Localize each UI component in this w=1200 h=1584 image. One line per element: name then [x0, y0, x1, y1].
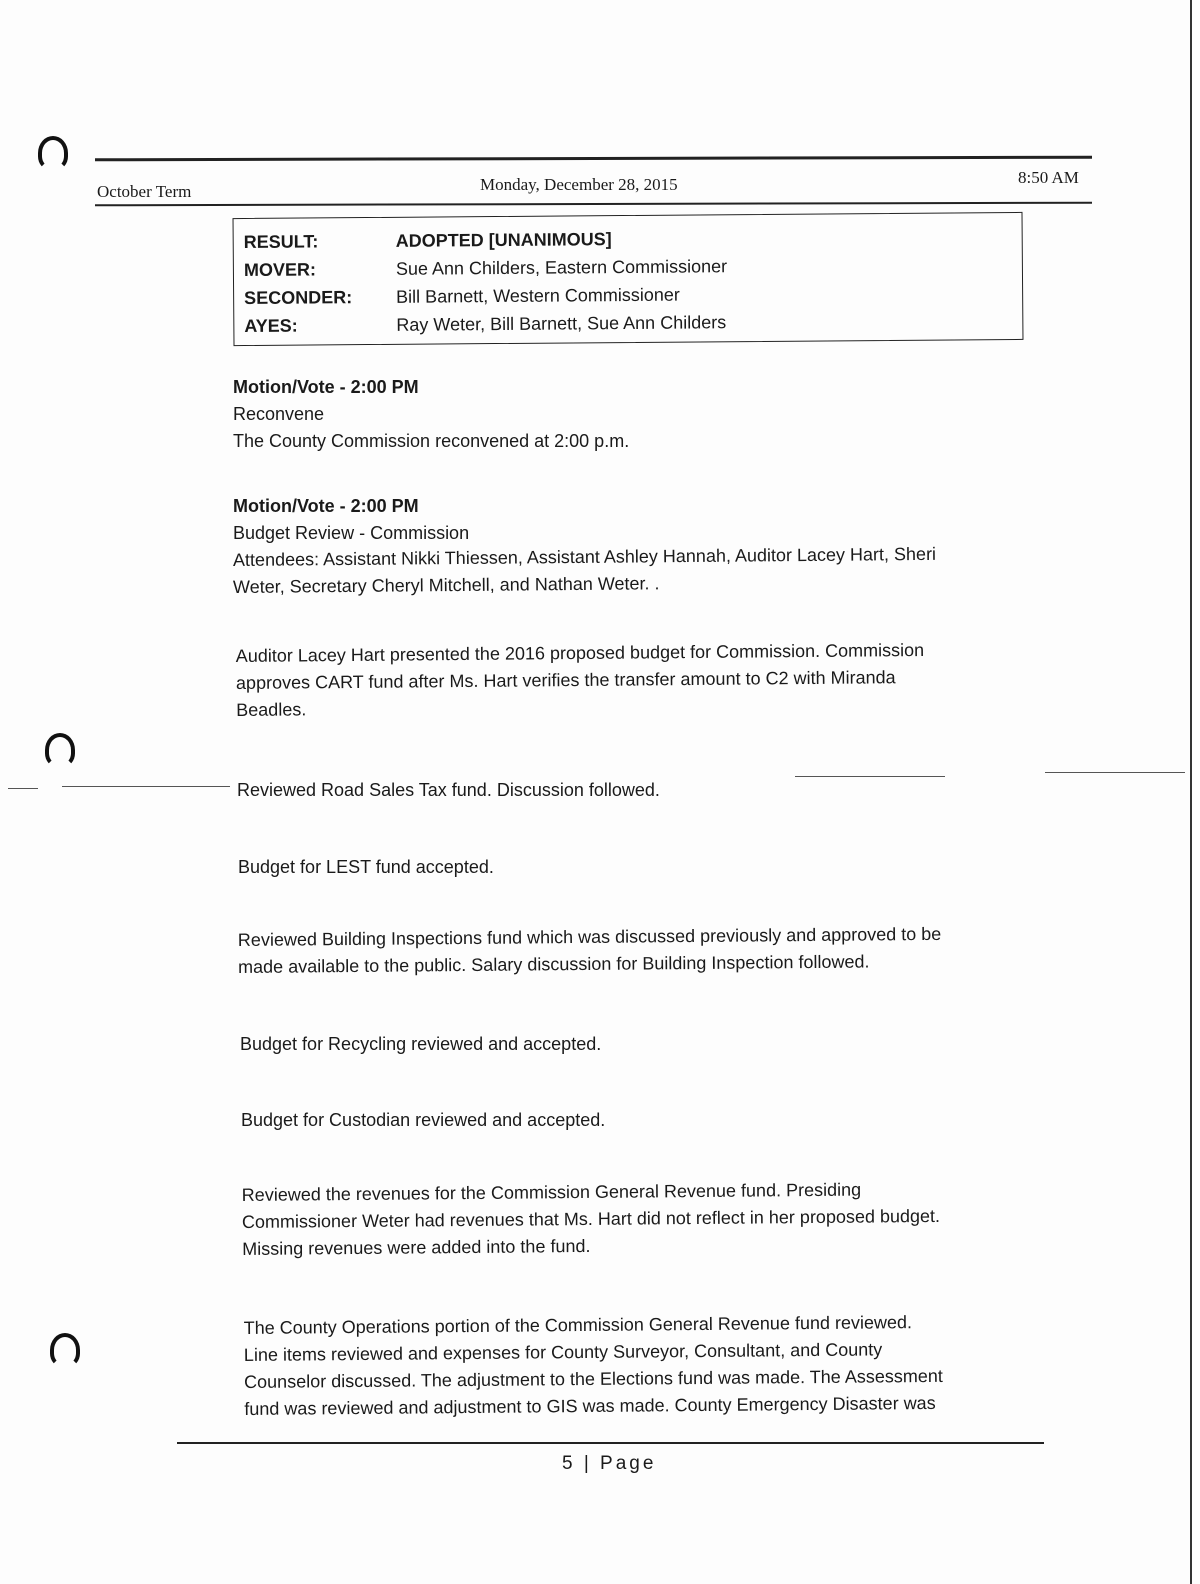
ayes-value: Ray Weter, Bill Barnett, Sue Ann Childers — [396, 312, 727, 335]
ayes-label: AYES: — [244, 315, 298, 337]
motion-reconvene — [233, 374, 629, 455]
mover-label: MOVER: — [243, 259, 316, 281]
motion-subtitle: Budget Review - Commission — [233, 523, 470, 543]
vote-result-box — [233, 212, 1024, 346]
paragraph-line: Line items reviewed and expenses for County Surveyor, Consultant, and County — [243, 1339, 883, 1366]
paragraph-line: made available to the public. Salary discussion for Building Inspection followed. — [238, 951, 870, 977]
paragraph — [237, 777, 660, 804]
seconder-label: SECONDER: — [244, 287, 353, 309]
paragraph-line: Budget for LEST fund accepted. — [238, 857, 494, 877]
scan-artifact-dash — [62, 786, 230, 787]
scan-artifact-dash — [8, 788, 38, 789]
paragraph — [242, 1176, 941, 1263]
paragraph — [240, 1031, 601, 1058]
header-time: 8:50 AM — [1018, 168, 1079, 187]
motion-text: The County Commission reconvened at 2:00 p.m. — [233, 431, 630, 451]
paragraph-line: Beadles. — [236, 699, 307, 720]
paragraph — [236, 637, 925, 724]
header-rule-bottom — [95, 202, 1092, 207]
seconder-row — [244, 285, 680, 309]
motion-budget-review — [233, 493, 936, 601]
paragraph-line: Missing revenues were added into the fund. — [242, 1235, 591, 1259]
paragraph-line: Counselor discussed. The adjustment to the Elections fund was made. The Assessment — [244, 1365, 943, 1392]
mover-value: Sue Ann Childers, Eastern Commissioner — [395, 256, 728, 279]
result-row — [244, 229, 612, 253]
motion-title: Motion/Vote - 2:00 PM — [233, 377, 419, 397]
scan-artifact-dash — [1045, 772, 1185, 773]
paragraph-line: Budget for Custodian reviewed and accepted. — [241, 1110, 606, 1130]
attendees-line: Weter, Secretary Cheryl Mitchell, and Nathan Weter. . — [232, 573, 660, 597]
paragraph-line: Reviewed Road Sales Tax fund. Discussion followed. — [237, 780, 660, 800]
paragraph-line: Auditor Lacey Hart presented the 2016 proposed budget for Commission. Commission — [235, 639, 925, 667]
motion-subtitle: Reconvene — [233, 404, 325, 424]
page-number: 5 | Page — [562, 1453, 657, 1474]
paragraph-line: Commissioner Weter had revenues that Ms. Hart did not reflect in her proposed budget. — [241, 1205, 941, 1232]
punch-hole-mark — [45, 733, 75, 767]
footer-rule — [177, 1442, 1044, 1444]
paragraph-line: approves CART fund after Ms. Hart verifies the transfer amount to C2 with Miranda — [235, 667, 896, 693]
paragraph-line: fund was reviewed and adjustment to GIS was made. County Emergency Disaster was — [244, 1392, 936, 1419]
seconder-value: Bill Barnett, Western Commissioner — [396, 284, 680, 307]
scan-artifact-dash — [795, 776, 945, 777]
paragraph-line: The County Operations portion of the Commission General Revenue fund reviewed. — [243, 1312, 913, 1339]
paragraph — [244, 1309, 944, 1423]
paragraph-line: Budget for Recycling reviewed and accepted. — [240, 1034, 602, 1054]
paragraph — [238, 921, 942, 981]
motion-title: Motion/Vote - 2:00 PM — [233, 496, 419, 516]
punch-hole-mark — [38, 136, 68, 170]
result-value: ADOPTED [UNANIMOUS] — [395, 229, 612, 251]
paragraph-line: Reviewed the revenues for the Commission General Revenue fund. Presiding — [241, 1179, 862, 1206]
result-label: RESULT: — [243, 231, 319, 253]
scan-edge-line — [1190, 0, 1192, 1584]
mover-row — [244, 256, 727, 281]
paragraph — [238, 854, 494, 881]
header-date: Monday, December 28, 2015 — [480, 175, 678, 194]
header-term: October Term — [97, 182, 192, 201]
attendees-line: Attendees: Assistant Nikki Thiessen, Assistant Ashley Hannah, Auditor Lacey Hart, Sheri — [232, 543, 937, 570]
ayes-row — [244, 312, 726, 337]
paragraph — [241, 1107, 605, 1134]
punch-hole-mark — [50, 1333, 80, 1367]
header-rule-top — [95, 156, 1092, 162]
paragraph-line: Reviewed Building Inspections fund which was discussed previously and approved to be — [237, 923, 942, 951]
